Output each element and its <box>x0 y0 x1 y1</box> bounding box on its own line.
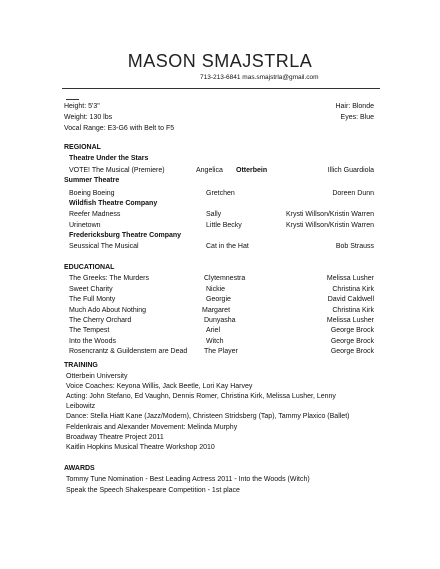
training-line: Leibowitz <box>66 403 96 410</box>
credit-director: Doreen Dunn <box>332 190 374 197</box>
header-divider <box>62 88 380 89</box>
company-name: Wildfish Theatre Company <box>69 200 158 207</box>
section-heading-awards: AWARDS <box>64 465 95 472</box>
credit-show: The Full Monty <box>69 296 116 303</box>
credit-director: David Caldwell <box>327 296 374 303</box>
credit-role: Little Becky <box>206 222 242 229</box>
credit-role: The Player <box>204 348 238 355</box>
credit-director: George Brock <box>330 348 374 355</box>
credit-show: The Tempest <box>69 327 110 334</box>
stat-eyes: Eyes: Blue <box>340 114 374 121</box>
credit-company: Otterbein <box>236 167 268 174</box>
credit-show: The Greeks: The Murders <box>69 275 150 282</box>
credit-role: Clytemnestra <box>204 275 246 282</box>
credit-director: Christina Kirk <box>332 307 374 314</box>
credit-role: Sally <box>206 211 222 218</box>
credit-show: Rosencrantz & Guildenstern are Dead <box>69 348 188 355</box>
credit-director: Krysti Willson/Kristin Warren <box>285 211 374 218</box>
credit-director: Melissa Lusher <box>326 317 374 324</box>
stat-weight: Weight: 130 lbs <box>64 114 113 121</box>
training-line: Dance: Stella Hiatt Kane (Jazz/Modern), Christeen Stridsberg (Tap), Tammy Plaxico (Ballet) <box>66 413 350 420</box>
credit-show: Much Ado About Nothing <box>69 307 147 314</box>
credit-role: Georgie <box>206 296 231 303</box>
credit-director: Illich Guardiola <box>327 167 374 174</box>
credit-role: Dunyasha <box>204 317 236 324</box>
company-name: Fredericksburg Theatre Company <box>69 232 182 239</box>
credit-director: George Brock <box>330 338 374 345</box>
credit-show: Reefer Madness <box>69 211 121 218</box>
credit-show: Sweet Charity <box>69 286 113 293</box>
credit-role: Cat in the Hat <box>206 243 249 250</box>
section-heading-training: TRAINING <box>64 362 98 369</box>
credit-role: Margaret <box>202 307 231 314</box>
credit-show: Into the Woods <box>69 338 116 345</box>
company-name: Theatre Under the Stars <box>69 155 149 162</box>
training-line: Acting: John Stefano, Ed Vaughn, Dennis Romer, Christina Kirk, Melissa Lusher, Lenny <box>66 393 336 400</box>
credit-director: Bob Strauss <box>335 243 374 250</box>
credit-role: Gretchen <box>206 190 235 197</box>
credit-show: Seussical The Musical <box>69 243 139 250</box>
training-line: Feldenkrais and Alexander Movement: Melinda Murphy <box>66 424 238 431</box>
credit-show: Urinetown <box>69 222 101 229</box>
training-line: Voice Coaches: Keyona Willis, Jack Beetle, Lori Kay Harvey <box>66 383 253 390</box>
training-line: Kaitlin Hopkins Musical Theatre Workshop 2010 <box>66 444 215 451</box>
credit-role: Angelica <box>196 167 223 174</box>
contact-info: 713-213-6841 mas.smajstrla@gmail.com <box>200 74 319 81</box>
stat-vocal-range: Vocal Range: E3-G6 with Belt to F5 <box>64 125 175 132</box>
stat-hair: Hair: Blonde <box>335 103 374 110</box>
credit-role: Ariel <box>206 327 221 334</box>
credit-director: Melissa Lusher <box>326 275 374 282</box>
resume-name: MASON SMAJSTRLA <box>127 51 313 71</box>
training-line: Broadway Theatre Project 2011 <box>66 434 164 441</box>
credit-director: Krysti Willson/Kristin Warren <box>285 222 374 229</box>
credit-director: Christina Kirk <box>332 286 374 293</box>
credit-role: Witch <box>206 338 224 345</box>
award-line: Tommy Tune Nomination - Best Leading Actress 2011 - Into the Woods (Witch) <box>66 476 310 483</box>
credit-show: VOTE! The Musical (Premiere) <box>69 167 165 174</box>
award-line: Speak the Speech Shakespeare Competition - 1st place <box>66 487 240 494</box>
company-name: Summer Theatre <box>64 177 120 184</box>
credit-director: George Brock <box>330 327 374 334</box>
credit-show: Boeing Boeing <box>69 190 115 197</box>
section-heading-educational: EDUCATIONAL <box>64 264 115 271</box>
credit-show: The Cherry Orchard <box>69 317 132 324</box>
section-heading-regional: REGIONAL <box>64 144 101 151</box>
training-line: Otterbein University <box>66 373 128 380</box>
stat-height: Height: 5'3" <box>64 103 100 110</box>
short-divider <box>66 99 79 100</box>
credit-role: Nickie <box>206 286 226 293</box>
